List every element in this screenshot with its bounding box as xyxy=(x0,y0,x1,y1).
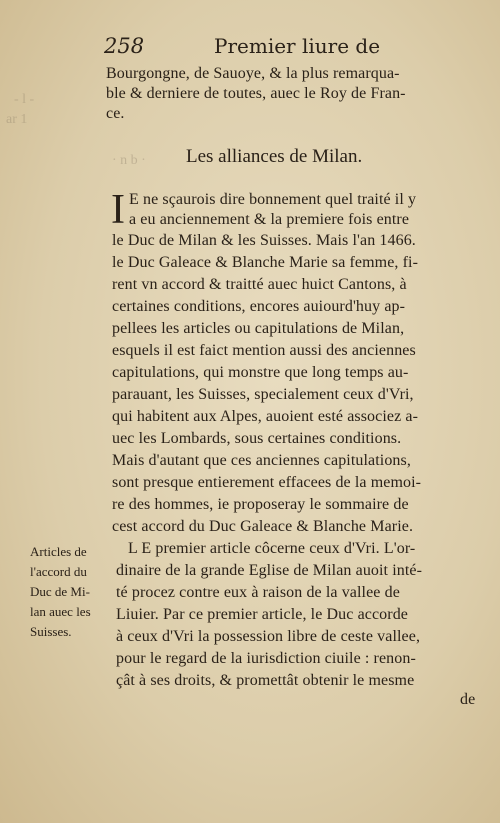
text-line: le Duc Galeace & Blanche Marie sa femme, fi- xyxy=(112,254,419,271)
text-line: parauant, les Suisses, specialement ceux d'Vri, xyxy=(112,386,414,403)
show-through-text: ar 1 xyxy=(6,112,28,127)
text-line: ble & derniere de toutes, auec le Roy de Fran- xyxy=(106,85,406,102)
margin-note-line: Articles de xyxy=(30,544,87,559)
text-line: pellees les articles ou capitulations de Milan, xyxy=(112,320,405,337)
page-number: 258 xyxy=(104,34,145,58)
text-line: L E premier article côcerne ceux d'Vri. L'or- xyxy=(128,540,416,557)
text-line: le Duc de Milan & les Suisses. Mais l'an 1466. xyxy=(112,232,416,249)
text-line: capitulations, qui monstre que long temps au- xyxy=(112,364,409,381)
text-line: à ceux d'Vri la possession libre de ceste vallee, xyxy=(116,628,421,645)
text-line: té procez contre eux à raison de la vallee de xyxy=(116,584,400,601)
text-line: ce. xyxy=(106,105,125,122)
margin-note-line: Suisses. xyxy=(30,624,72,639)
show-through-text: - l - xyxy=(14,92,35,107)
text-line: certaines conditions, encores auiourd'huy ap- xyxy=(112,298,406,315)
text-line: dinaire de la grande Eglise de Milan auoit inté- xyxy=(116,562,423,579)
margin-note-line: lan auec les xyxy=(30,604,91,619)
text-line: Mais d'autant que ces anciennes capitulations, xyxy=(112,452,411,469)
text-line: Bourgongne, de Sauoye, & la plus remarqua- xyxy=(106,65,400,82)
section-title: Les alliances de Milan. xyxy=(186,146,363,167)
text-line: qui habitent aux Alpes, auoient esté associez a- xyxy=(112,408,419,425)
text-line: esquels il est faict mention aussi des anciennes xyxy=(112,342,416,359)
drop-cap: I xyxy=(111,187,125,233)
text-line: pour le regard de la iurisdiction ciuile : renon- xyxy=(116,650,416,667)
text-line: çât à ses droits, & promettât obtenir le mesme xyxy=(116,672,415,689)
margin-note-line: l'accord du xyxy=(30,564,87,579)
text-line: re des hommes, ie proposeray le sommaire de xyxy=(112,496,409,513)
running-title: Premier liure de xyxy=(214,34,381,58)
text-line: sont presque entierement effacees de la memoi- xyxy=(112,474,422,491)
show-through-text: · n b · xyxy=(112,153,146,168)
text-line: E ne sçaurois dire bonnement quel traité il y xyxy=(129,191,417,208)
catchword: de xyxy=(460,691,476,708)
text-line: a eu anciennement & la premiere fois entre xyxy=(129,211,410,228)
text-line: uec les Lombards, sous certaines conditions. xyxy=(112,430,402,447)
margin-note-line: Duc de Mi- xyxy=(30,584,90,599)
text-line: cest accord du Duc Galeace & Blanche Marie. xyxy=(112,518,414,535)
text-line: Liuier. Par ce premier article, le Duc accorde xyxy=(116,606,408,623)
margin-note xyxy=(30,542,110,642)
text-line: rent vn accord & traitté auec huict Cantons, à xyxy=(112,276,407,293)
